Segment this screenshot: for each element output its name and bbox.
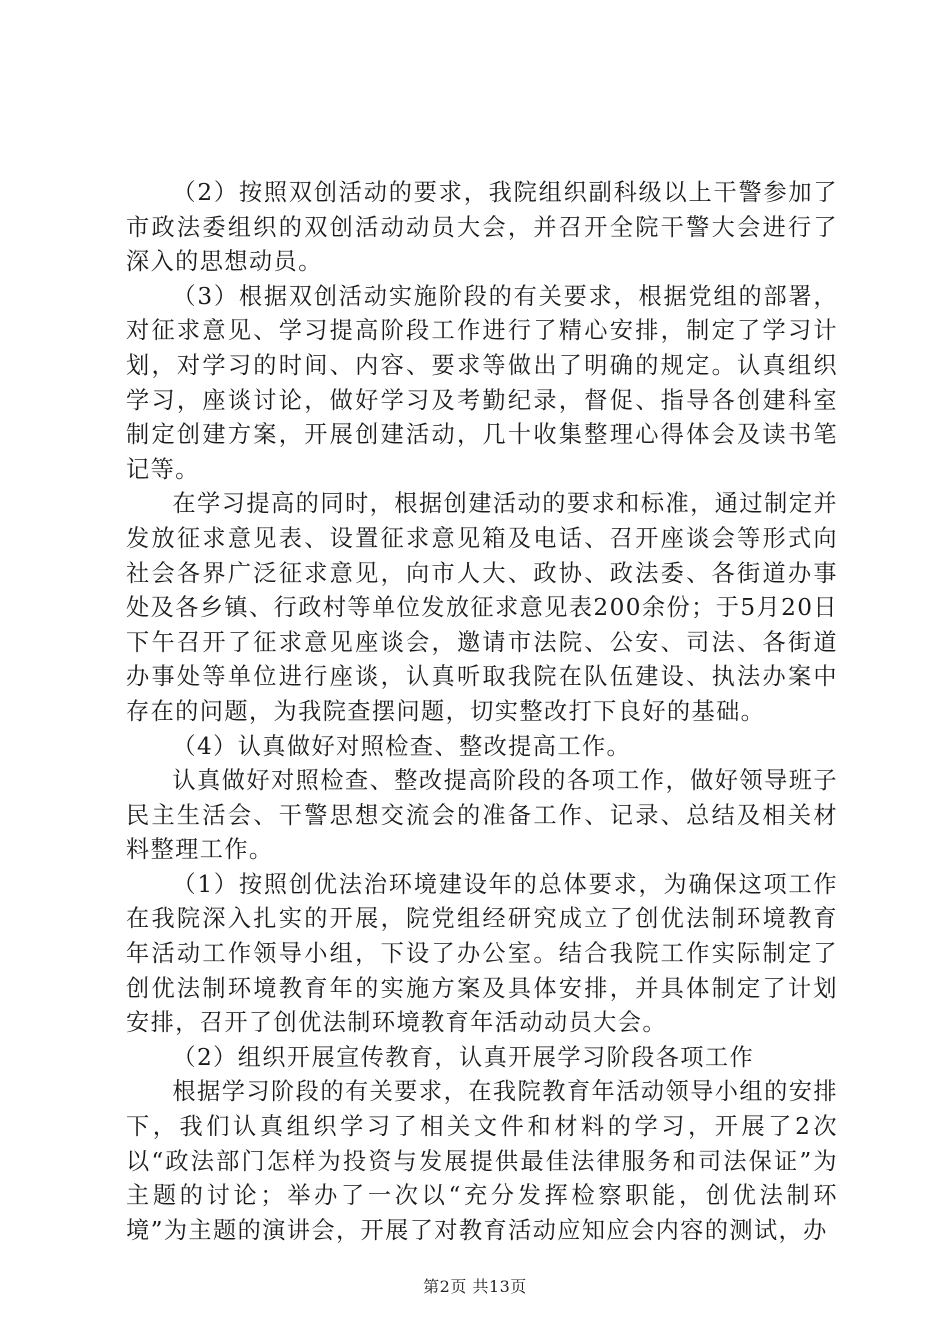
paragraph: （2）按照双创活动的要求，我院组织副科级以上干警参加了市政法委组织的双创活动动员大会，并召开全院干警大会进行了深入的思想动员。 (126, 179, 838, 276)
paragraph: （3）根据双创活动实施阶段的有关要求，根据党组的部署，对征求意见、学习提高阶段工作进行了精心安排，制定了学习计划，对学习的时间、内容、要求等做出了明确的规定。认真组织学习，座谈讨论，做好学习及考勤纪录，督促、指导各创建科室制定创建方案，开展创建活动，几十收集整理心得体会及读书笔记等。 (126, 282, 838, 483)
paragraph: （1）按照创优法治环境建设年的总体要求，为确保这项工作在我院深入扎实的开展，院党组经研究成立了创优法制环境教育年活动工作领导小组，下设了办公室。结合我院工作实际制定了创优法制环境教育年的实施方案及具体安排，并具体制定了计划安排，召开了创优法制环境教育年活动动员大会。 (126, 870, 838, 1037)
paragraph: （2）组织开展宣传教育，认真开展学习阶段各项工作 (172, 1043, 755, 1071)
page-number-footer: 第2页 共13页 (423, 1277, 527, 1296)
paragraph: 在学习提高的同时，根据创建活动的要求和标准，通过制定并发放征求意见表、设置征求意见箱及电话、召开座谈会等形式向社会各界广泛征求意见，向市人大、政协、政法委、各街道办事处及各乡镇、行政村等单位发放征求意见表200余份；于5月20日下午召开了征求意见座谈会，邀请市法院、公安、司法、各街道办事处等单位进行座谈，认真听取我院在队伍建设、执法办案中存在的问题，为我院查摆问题，切实整改打下良好的基础。 (126, 490, 838, 725)
paragraph: （4）认真做好对照检查、整改提高工作。 (172, 732, 632, 760)
paragraph: 根据学习阶段的有关要求，在我院教育年活动领导小组的安排下，我们认真组织学习了相关文件和材料的学习，开展了2次以“政法部门怎样为投资与发展提供最佳法律服务和司法保证”为主题的讨论；举办了一次以“充分发挥检察职能，创优法制环境”为主题的演讲会，开展了对教育活动应知应会内容的测试，办 (126, 1078, 838, 1244)
paragraph: 认真做好对照检查、整改提高阶段的各项工作，做好领导班子民主生活会、干警思想交流会的准备工作、记录、总结及相关材料整理工作。 (126, 767, 838, 864)
document-body (126, 176, 838, 1248)
